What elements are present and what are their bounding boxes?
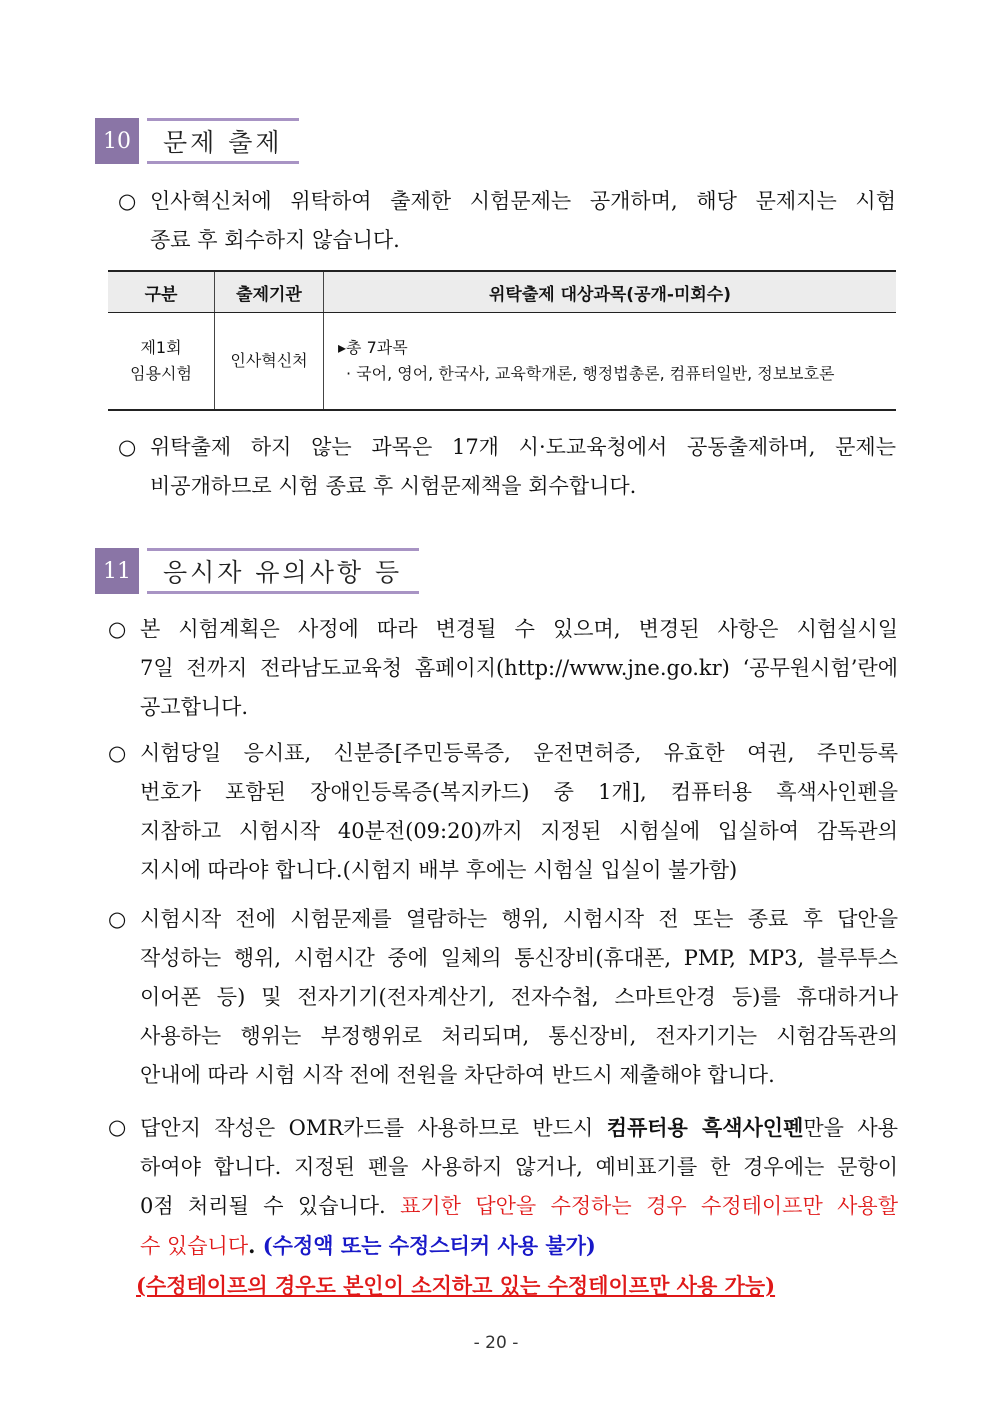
red-notice-text: 수 있습니다 — [140, 1234, 249, 1258]
table-header: 위탁출제 대상과목(공개-미회수) — [324, 271, 897, 313]
sec10-bullet-1 — [118, 182, 896, 260]
section-title: 응시자 유의사항 등 — [163, 558, 403, 587]
paragraph-line: 번호가 포함된 장애인등록증(복지카드) 중 1개], 컴퓨터용 흑색사인펜을 — [140, 780, 898, 804]
sec11-paragraph-1 — [108, 610, 898, 727]
paragraph-line: 작성하는 행위, 시험시간 중에 일체의 통신장비(휴대폰, PMP, MP3, 블루투스 — [140, 946, 898, 970]
paragraph-line: 종료 후 회수하지 않습니다. — [150, 228, 400, 252]
emphasis-text: 컴퓨터용 흑색사인펜 — [606, 1115, 804, 1140]
cell-text: 제1회 — [140, 338, 182, 357]
paragraph-line: 비공개하므로 시험 종료 후 시험문제책을 회수합니다. — [150, 474, 637, 498]
text-run: 만을 사용 — [803, 1116, 898, 1140]
cell-text: 임용시험 — [130, 364, 192, 383]
paragraph-line — [108, 1266, 898, 1306]
section-title-box — [147, 548, 419, 594]
paragraph-line: 지참하고 시험시작 40분전(09:20)까지 지정된 시험실에 입실하여 감독관의 — [140, 819, 898, 843]
section-number: 11 — [95, 548, 139, 594]
sec10-bullet-2 — [118, 428, 896, 506]
section-10-header — [95, 118, 299, 164]
table-cell-type — [108, 313, 215, 411]
paragraph-line: 위탁출제 하지 않는 과목은 17개 시·도교육청에서 공동출제하며, 문제는 — [150, 435, 896, 459]
paragraph-line: 안내에 따라 시험 시작 전에 전원을 차단하여 반드시 제출해야 합니다. — [140, 1063, 775, 1087]
paragraph-line — [108, 1108, 898, 1148]
section-title-box — [147, 118, 299, 164]
paragraph-line: 하여야 합니다. 지정된 펜을 사용하지 않거나, 예비표기를 한 경우에는 문항이 — [140, 1155, 898, 1179]
paragraph-line: 이어폰 등) 및 전자기기(전자계산기, 전자수첩, 스마트안경 등)를 휴대하거나 — [140, 985, 898, 1009]
table-header: 출제기관 — [215, 271, 324, 313]
paragraph-line — [108, 1187, 898, 1226]
bullet-mark: ○ — [118, 435, 137, 459]
sec11-paragraph-3 — [108, 900, 898, 1095]
table-header: 구분 — [108, 271, 215, 313]
bullet-mark: ○ — [108, 907, 127, 931]
paragraph-line: 시험당일 응시표, 신분증[주민등록증, 운전면허증, 유효한 여권, 주민등록 — [140, 741, 898, 765]
sec11-paragraph-2 — [108, 734, 898, 890]
section-11-header — [95, 548, 419, 594]
text-run: 0점 처리될 수 있습니다. — [140, 1194, 401, 1218]
paragraph-line: 지시에 따라야 합니다.(시험지 배부 후에는 시험실 입실이 불가함) — [140, 858, 738, 882]
cell-text: · 국어, 영어, 한국사, 교육학개론, 행정법총론, 컴퓨터일반, 정보보호론 — [346, 364, 835, 383]
bullet-mark: ○ — [108, 741, 127, 765]
section-title: 문제 출제 — [163, 128, 283, 157]
paragraph-line: 시험시작 전에 시험문제를 열람하는 행위, 시험시작 전 또는 종료 후 답안을 — [140, 907, 898, 931]
paragraph-line: 공고합니다. — [140, 695, 249, 719]
blue-notice-text: (수정액 또는 수정스티커 사용 불가) — [262, 1233, 596, 1258]
paragraph-line: 인사혁신처에 위탁하여 출제한 시험문제는 공개하며, 해당 문제지는 시험 — [150, 189, 896, 213]
cell-text: ▸총 7과목 — [338, 338, 408, 357]
bullet-mark: ○ — [108, 617, 127, 641]
sec11-paragraph-4 — [108, 1108, 898, 1306]
red-notice-text: 표기한 답안을 수정하는 경우 수정테이프만 사용할 — [400, 1194, 898, 1218]
paragraph-line: 7일 전까지 전라남도교육청 홈페이지(http://www.jne.go.kr) ‘공무원시험’란에 — [140, 656, 898, 680]
bullet-mark: ○ — [118, 189, 137, 213]
page-number: - 20 - — [473, 1333, 519, 1353]
paragraph-line — [108, 1226, 898, 1266]
table-row — [108, 313, 896, 411]
table-cell-subjects — [324, 313, 897, 411]
bullet-mark: ○ — [108, 1115, 127, 1139]
paragraph-line: 사용하는 행위는 부정행위로 처리되며, 통신장비, 전자기기는 시험감독관의 — [140, 1024, 898, 1048]
table-cell-agency: 인사혁신처 — [215, 313, 324, 411]
text-run: 답안지 작성은 OMR카드를 사용하므로 반드시 — [140, 1116, 607, 1140]
exam-subject-table — [108, 270, 896, 411]
red-underlined-notice: (수정테이프의 경우도 본인이 소지하고 있는 수정테이프만 사용 가능) — [136, 1273, 776, 1298]
paragraph-line: 본 시험계획은 사정에 따라 변경될 수 있으며, 변경된 사항은 시험실시일 — [140, 617, 898, 641]
section-number: 10 — [95, 118, 139, 164]
text-run: . — [248, 1233, 263, 1258]
